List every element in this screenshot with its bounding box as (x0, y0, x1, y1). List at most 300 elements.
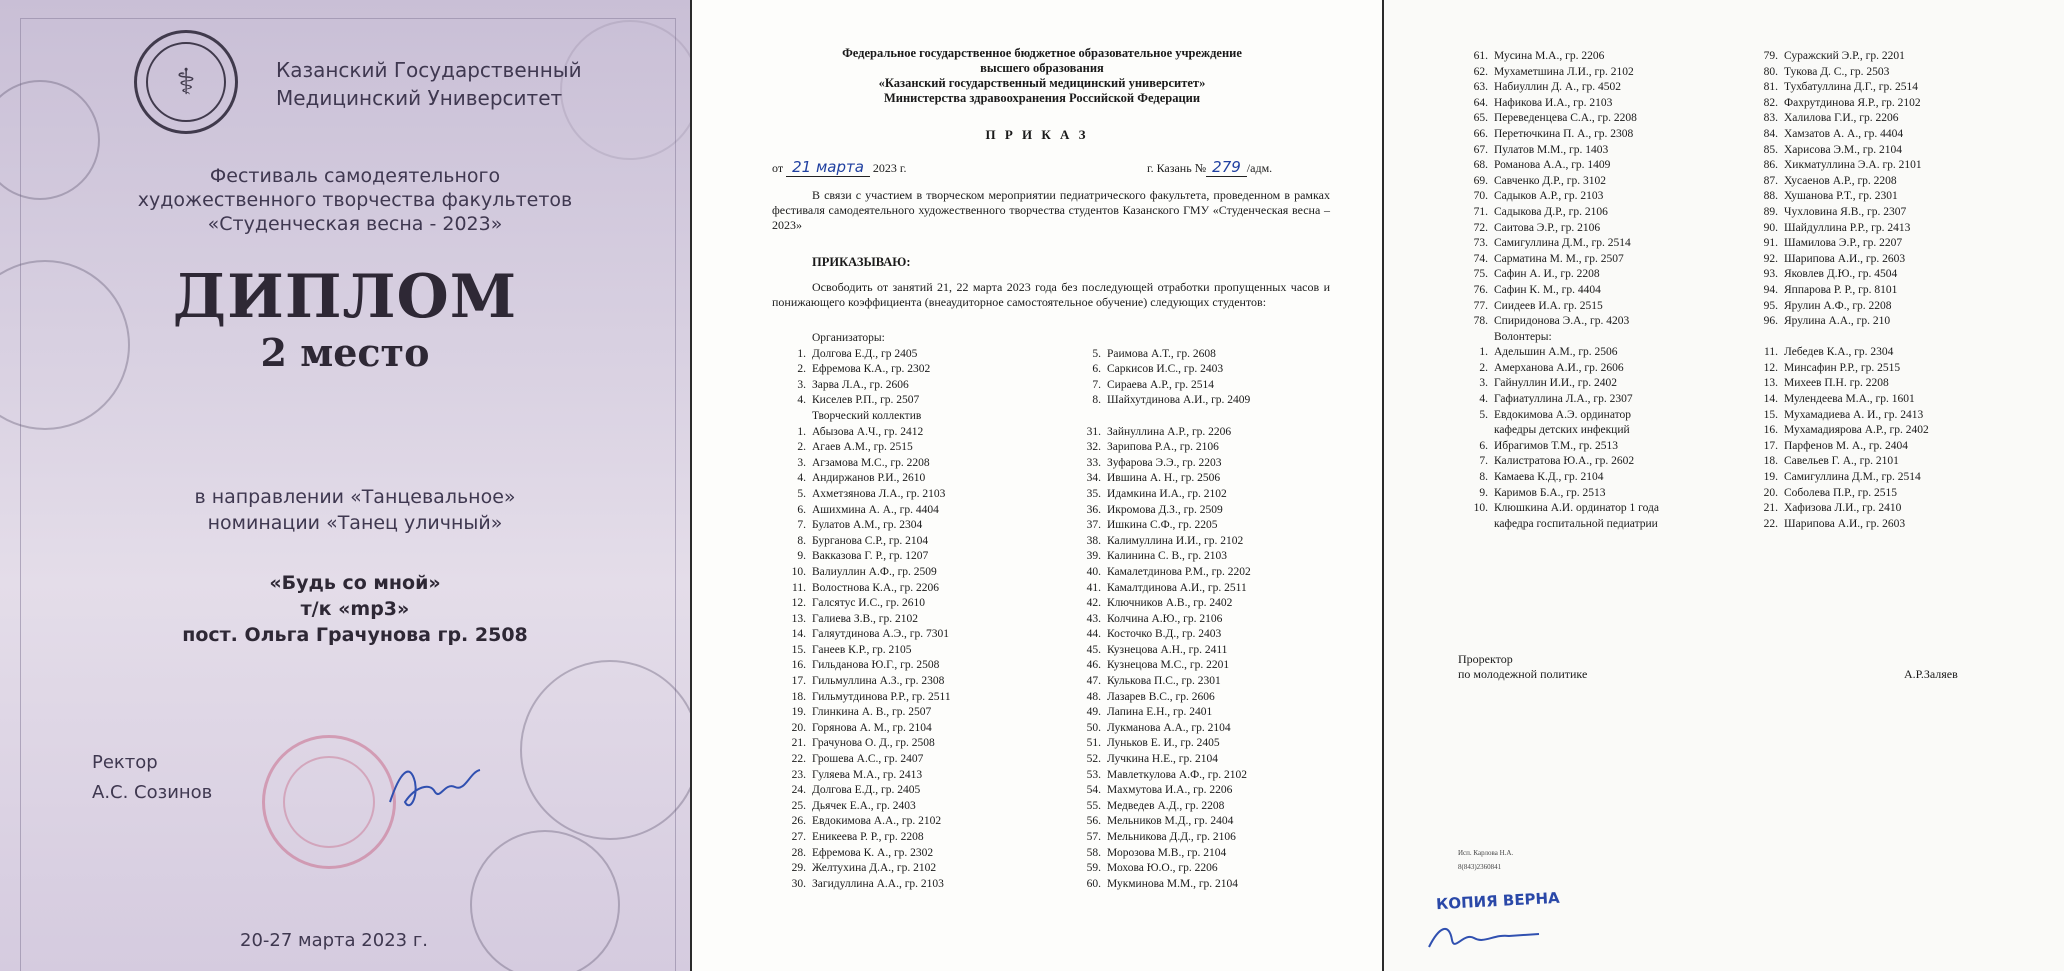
list-item (1085, 768, 1251, 784)
list-item (1762, 80, 1929, 96)
list-item-number: 2. (797, 441, 806, 454)
list-item-number: 61. (1473, 50, 1488, 62)
list-item (1472, 439, 1762, 455)
page2-column-right (1762, 49, 1929, 532)
list-item-text: Калинина С. В., гр. 2103 (1107, 550, 1227, 563)
list-item-text: Бурганова С.Р., гр. 2104 (812, 534, 929, 547)
list-item-number (1085, 331, 1107, 347)
list-item-number: 1. (797, 425, 806, 438)
list-item (1085, 596, 1251, 612)
list-item-number: 6. (797, 503, 806, 516)
floral-ornament (520, 660, 690, 840)
list-item-number: 15. (1763, 408, 1778, 421)
list-item (1762, 96, 1929, 112)
list-item (1085, 503, 1251, 519)
list-item-text: Шайхутдинова А.И., гр. 2409 (1107, 394, 1251, 407)
list-item (1472, 299, 1762, 315)
list-heading-text: Творческий коллектив (812, 409, 922, 422)
list-item (1472, 486, 1762, 502)
list-item (790, 783, 1085, 799)
list-item (1762, 252, 1929, 268)
handwritten-number: 279 (1206, 158, 1247, 177)
list-item (1762, 376, 1929, 392)
list-item-number: 24. (791, 784, 806, 797)
list-item-number: 58. (1086, 846, 1101, 859)
list-item-number: 66. (1473, 127, 1488, 140)
list-item-text: Киселев Р.П., гр. 2507 (812, 394, 920, 407)
list-item (1472, 408, 1762, 424)
list-item-text: Евдокимова А.А., гр. 2102 (812, 815, 942, 828)
list-item (1762, 143, 1929, 159)
list-item-number: 35. (1086, 487, 1101, 500)
list-item-number: 2. (797, 363, 806, 376)
list-item-number: 11. (1764, 346, 1778, 359)
list-item-number: 3. (1479, 377, 1488, 390)
list-item-text: Ефремова К. А., гр. 2302 (812, 846, 934, 859)
list-item (790, 565, 1085, 581)
festival-title: Фестиваль самодеятельного художественного творчества факультетов «Студенческая весна - 2023» (137, 165, 573, 235)
list-item-number: 16. (791, 659, 806, 672)
list-item-number: 67. (1473, 143, 1488, 156)
order-title: П Р И К А З (985, 127, 1089, 142)
list-item-text: Агаев А.М., гр. 2515 (812, 441, 913, 454)
list-item-number: 78. (1473, 315, 1488, 328)
list-item-number: 63. (1473, 81, 1488, 94)
list-item-number: 85. (1763, 143, 1778, 156)
list-item-text: Евдокимова А.Э. ординатор (1494, 408, 1632, 421)
list-heading (790, 331, 1085, 347)
list-item-text: Камалтдинова А.И., гр. 2511 (1107, 581, 1247, 594)
list-item-number (1762, 330, 1784, 346)
order-release-text: Освободить от занятий 21, 22 марта 2023 года без последующей отработки пропущенных часов и понижающего коэффициента (внеаудиторное самостоятельное обучение) следующих студентов: (772, 280, 1330, 309)
list-item-text: Мухаметшина Л.И., гр. 2102 (1494, 65, 1634, 78)
list-heading (1085, 331, 1251, 347)
list-item (1762, 65, 1929, 81)
list-item (1085, 612, 1251, 628)
list-item-text: Гильмуллина А.З., гр. 2308 (812, 675, 945, 688)
signature-icon (1424, 912, 1544, 958)
list-item-number: 31. (1086, 425, 1101, 438)
list-item-text: Переведенцева С.А., гр. 2208 (1494, 112, 1637, 125)
list-item-number: 76. (1473, 283, 1488, 296)
list-item (790, 378, 1085, 394)
list-item (1472, 236, 1762, 252)
list-item-number: 23. (791, 768, 806, 781)
list-item-number: 11. (792, 581, 806, 594)
diploma-panel (0, 0, 690, 971)
list-item-number: 42. (1086, 597, 1101, 610)
list-item (1472, 96, 1762, 112)
list-item-number: 4. (797, 394, 806, 407)
list-item-number: 7. (797, 519, 806, 532)
list-item-text: Каримов Б.А., гр. 2513 (1494, 486, 1606, 499)
list-item-text: Мухамадиярова А.Р., гр. 2402 (1784, 424, 1929, 437)
list-item-text: Мулендеева М.А., гр. 1601 (1784, 393, 1915, 406)
list-item-text: Суражский Э.Р., гр. 2201 (1784, 50, 1905, 62)
list-item-number: 43. (1086, 612, 1101, 625)
list-item-text: Хамзатов А. А., гр. 4404 (1784, 127, 1904, 140)
list-item-text: Мельникова Д.Д., гр. 2106 (1107, 831, 1236, 843)
list-item (1085, 721, 1251, 737)
list-item-number: 87. (1763, 174, 1778, 187)
list-item-number: 65. (1473, 112, 1488, 125)
list-item-text: Сафин А. И., гр. 2208 (1494, 268, 1600, 281)
list-heading (1472, 330, 1762, 346)
list-item-number: 20. (791, 721, 806, 734)
list-item-text: Михеев П.Н. гр. 2208 (1784, 377, 1889, 390)
list-item-text: Яковлев Д.Ю., гр. 4504 (1784, 268, 1898, 281)
list-item (1085, 456, 1251, 472)
list-item-number: 8. (1479, 471, 1488, 484)
list-item (1085, 846, 1251, 862)
list-item-number: 82. (1763, 96, 1778, 109)
list-item-number: 7. (1479, 455, 1488, 468)
list-item-text: Набиуллин Д. А., гр. 4502 (1494, 81, 1622, 94)
list-item (1762, 111, 1929, 127)
list-item-text: Шарипова А.И., гр. 2603 (1784, 252, 1906, 265)
list-item-number (1472, 330, 1494, 346)
list-heading-text: Организаторы: (812, 332, 885, 344)
list-item-number: 20. (1763, 486, 1778, 499)
list-item-text: кафедры детских инфекций (1494, 424, 1630, 437)
list-item-number: 94. (1763, 283, 1778, 296)
list-item (1085, 658, 1251, 674)
list-item-number: 27. (791, 831, 806, 843)
list-item (1472, 470, 1762, 486)
list-item-text: Абызова А.Ч., гр. 2412 (812, 425, 924, 438)
list-item (790, 456, 1085, 472)
list-item-number: 36. (1086, 503, 1101, 516)
order-number: г. Казань № 279 /адм. (1147, 158, 1273, 176)
list-item (1472, 314, 1762, 330)
list-item-text: Мусина М.А., гр. 2206 (1494, 50, 1605, 62)
list-item-text: Мавлеткулова А.Ф., гр. 2102 (1107, 768, 1247, 781)
list-item-text: Кузнецова М.С., гр. 2201 (1107, 659, 1230, 672)
list-item (1762, 345, 1929, 361)
page1-column-right (1085, 331, 1251, 892)
list-item (790, 674, 1085, 690)
list-item (1472, 267, 1762, 283)
list-item-number: 18. (1763, 455, 1778, 468)
list-item-text: Галсятус И.С., гр. 2610 (812, 597, 925, 610)
list-item-number: 81. (1763, 81, 1778, 94)
list-item-number: 26. (791, 815, 806, 828)
list-item-number: 19. (1763, 471, 1778, 484)
list-item-number: 68. (1473, 159, 1488, 172)
list-item (790, 768, 1085, 784)
list-item-text: Волостнова К.А., гр. 2206 (812, 581, 940, 594)
list-item-text: Мельников М.Д., гр. 2404 (1107, 815, 1234, 828)
list-item (1085, 347, 1251, 363)
list-item (790, 581, 1085, 597)
list-item-number: 71. (1473, 205, 1488, 218)
diploma-place: 2 место (260, 330, 430, 375)
list-item (1762, 486, 1929, 502)
list-item-number: 92. (1763, 252, 1778, 265)
list-item (790, 658, 1085, 674)
order-header: Федеральное государственное бюджетное образовательное учреждение высшего образования «Казанский государственный медицинский университет» Министерства здравоохранения Российской Федерации (842, 46, 1242, 105)
list-item-text: Гайнуллин И.И., гр. 2402 (1494, 377, 1618, 390)
list-item-text: Гильданова Ю.Г., гр. 2508 (812, 659, 940, 672)
list-heading (1762, 330, 1929, 346)
list-item-text: Шамилова Э.Р., гр. 2207 (1784, 237, 1903, 250)
diploma-work: «Будь со мной» т/к «mp3» пост. Ольга Грачунова гр. 2508 (182, 572, 528, 646)
list-item-text: Ашихмина А. А., гр. 4404 (812, 503, 939, 516)
order-intro: В связи с участием в творческом мероприятии педиатрического факультета, проведенном в рамках фестиваля самодеятельного художественного творчества студентов Казанского ГМУ «Студенческая весна – 2023» (772, 188, 1330, 232)
list-item-text: Спиридонова Э.А., гр. 4203 (1494, 315, 1630, 328)
list-item-text: Булатов А.М., гр. 2304 (812, 519, 923, 532)
list-item-number: 22. (1763, 517, 1778, 530)
prorektor-title: Проректор по молодежной политике (1458, 652, 1588, 681)
list-item-text: Парфенов М. А., гр. 2404 (1784, 439, 1909, 452)
list-item (790, 627, 1085, 643)
list-item-number: 1. (797, 347, 806, 360)
list-item (790, 471, 1085, 487)
list-item-number: 44. (1086, 628, 1101, 641)
list-item (790, 877, 1085, 893)
list-item-number (790, 409, 812, 425)
list-item-number: 3. (797, 456, 806, 469)
list-item-number: 72. (1473, 221, 1488, 234)
list-item-text: Ахметзянова Л.А., гр. 2103 (812, 487, 946, 500)
list-item-text: Хусаенов А.Р., гр. 2208 (1784, 174, 1897, 187)
list-item-text: Долгова Е.Д., гр 2405 (812, 347, 918, 360)
list-item-text: Мукминова М.М., гр. 2104 (1107, 877, 1239, 890)
list-item-text: Горянова А. М., гр. 2104 (812, 721, 932, 734)
list-item (790, 362, 1085, 378)
list-item (1472, 143, 1762, 159)
list-item-text: Хушанова Р.Т., гр. 2301 (1784, 190, 1898, 203)
list-item-text: Адельшин А.М., гр. 2506 (1494, 346, 1618, 359)
list-item-number: 22. (791, 753, 806, 766)
list-item (1472, 65, 1762, 81)
list-item (1762, 174, 1929, 190)
list-item-text: Тухбатуллина Д.Г., гр. 2514 (1784, 81, 1918, 94)
list-item-number: 10. (1473, 502, 1488, 515)
list-item (1472, 423, 1762, 439)
list-item-text: Раимова А.Т., гр. 2608 (1107, 347, 1216, 360)
list-item-text: Ярулин А.Ф., гр. 2208 (1784, 299, 1892, 312)
page2-student-list (1472, 49, 1929, 532)
list-item-number: 32. (1086, 441, 1101, 454)
list-item-number: 15. (791, 643, 806, 656)
university-emblem-icon: ⚕ (134, 30, 238, 134)
list-item-text: Грошева А.С., гр. 2407 (812, 753, 924, 766)
list-item (1085, 534, 1251, 550)
list-item-text: Галиева З.В., гр. 2102 (812, 612, 918, 625)
list-item-number: 40. (1086, 565, 1101, 578)
list-item-number: 3. (797, 378, 806, 391)
list-item-number: 19. (791, 706, 806, 719)
list-item (1472, 127, 1762, 143)
list-item-text: Косточко В.Д., гр. 2403 (1107, 628, 1222, 641)
list-item (1762, 454, 1929, 470)
list-item-number: 4. (797, 472, 806, 485)
diploma-date: 20-27 марта 2023 г. (240, 930, 429, 951)
order-date: от 21 марта 2023 г. (772, 158, 907, 176)
list-item-text: Медведев А.Д., гр. 2208 (1107, 799, 1225, 812)
list-item-number: 39. (1086, 550, 1101, 563)
list-item (1085, 581, 1251, 597)
list-item-text: Андиржанов Р.И., 2610 (812, 472, 926, 485)
diploma-title: ДИПЛОМ (172, 262, 518, 332)
list-item (1762, 267, 1929, 283)
list-item-number: 1. (1479, 346, 1488, 359)
list-item-text: Мухамадиева А. И., гр. 2413 (1784, 408, 1924, 421)
list-heading (790, 409, 1085, 425)
list-item (1085, 487, 1251, 503)
list-item-text: Зайнуллина А.Р., гр. 2206 (1107, 425, 1232, 438)
list-item-number: 53. (1086, 768, 1101, 781)
list-item-number: 25. (791, 799, 806, 812)
list-item-text: Лучкина Н.Е., гр. 2104 (1107, 753, 1218, 766)
handwritten-date: 21 марта (786, 158, 870, 177)
list-item-text: Гафиатуллина Л.А., гр. 2307 (1494, 393, 1633, 406)
list-item-number: 49. (1086, 706, 1101, 719)
list-item-number: 12. (791, 597, 806, 610)
list-item-text: Колчина А.Ю., гр. 2106 (1107, 612, 1223, 625)
list-item (790, 596, 1085, 612)
list-item-number: 4. (1479, 393, 1488, 406)
list-item-text: Махмутова И.А., гр. 2206 (1107, 784, 1233, 797)
list-item-number: 8. (1092, 394, 1101, 407)
list-item-number: 41. (1086, 581, 1101, 594)
list-item (1762, 158, 1929, 174)
list-item-number: 12. (1763, 361, 1778, 374)
list-item-number (1472, 423, 1494, 439)
list-item-text: Ившина А. Н., гр. 2506 (1107, 472, 1221, 485)
list-item (790, 425, 1085, 441)
list-item-text: Самигуллина Д.М., гр. 2514 (1784, 471, 1921, 484)
list-item (1762, 49, 1929, 65)
list-item-number: 16. (1763, 424, 1778, 437)
list-item (1762, 283, 1929, 299)
list-item-text: Калистратова Ю.А., гр. 2602 (1494, 455, 1635, 468)
copy-stamp: КОПИЯ ВЕРНА (1435, 888, 1561, 914)
list-item-number: 60. (1086, 877, 1101, 890)
list-item (790, 518, 1085, 534)
list-item-text: Ишкина С.Ф., гр. 2205 (1107, 519, 1218, 532)
list-item (1085, 643, 1251, 659)
list-item-number: 17. (791, 675, 806, 688)
list-item (1762, 299, 1929, 315)
list-item (790, 487, 1085, 503)
list-item (790, 690, 1085, 706)
list-item-number: 5. (1092, 347, 1101, 360)
list-item-number: 51. (1086, 737, 1101, 750)
list-item-text: Клюшкина А.И. ординатор 1 года (1494, 502, 1659, 515)
list-item (1762, 221, 1929, 237)
list-item-number: 50. (1086, 721, 1101, 734)
list-item-number: 13. (791, 612, 806, 625)
list-item-number: 56. (1086, 815, 1101, 828)
list-item-text: Шайдуллина Р.Р., гр. 2413 (1784, 221, 1911, 234)
list-item-text: Лебедев К.А., гр. 2304 (1784, 346, 1894, 359)
list-item-text: Ключников А.В., гр. 2402 (1107, 597, 1233, 610)
list-item (790, 736, 1085, 752)
list-item-text: Хикматуллина Э.А. гр. 2101 (1784, 159, 1922, 172)
list-item-text: кафедра госпитальной педиатрии (1494, 517, 1658, 530)
list-item-text: Кузнецова А.Н., гр. 2411 (1107, 643, 1228, 656)
list-item-text: Глинкина А. В., гр. 2507 (812, 706, 932, 719)
list-item-number: 45. (1086, 643, 1101, 656)
list-item-number: 30. (791, 877, 806, 890)
list-item (1472, 158, 1762, 174)
order-page-2 (1384, 0, 2064, 971)
list-item (790, 347, 1085, 363)
list-item-text: Соболева П.Р., гр. 2515 (1784, 486, 1897, 499)
list-item-number: 5. (1479, 408, 1488, 421)
list-item-text: Амерханова А.И., гр. 2606 (1494, 361, 1624, 374)
list-item (1085, 471, 1251, 487)
list-item (1762, 439, 1929, 455)
list-item-text: Чухловина Я.В., гр. 2307 (1784, 205, 1907, 218)
list-item-number: 6. (1479, 439, 1488, 452)
list-item-text: Яппарова Р. Р., гр. 8101 (1784, 283, 1898, 296)
list-item (1472, 361, 1762, 377)
list-item-number: 95. (1763, 299, 1778, 312)
list-item-text: Саитова Э.Р., гр. 2106 (1494, 221, 1601, 234)
list-item-number: 17. (1763, 439, 1778, 452)
list-item-number: 34. (1086, 472, 1101, 485)
university-name: Казанский Государственный Медицинский Университет (276, 58, 582, 110)
list-item-number: 89. (1763, 205, 1778, 218)
executor-info: Исп. Карлова Н.А. 8(843)2360841 (1458, 849, 1514, 871)
list-item (1472, 517, 1762, 533)
list-item-number: 33. (1086, 456, 1101, 469)
list-item-number: 38. (1086, 534, 1101, 547)
list-item (790, 861, 1085, 877)
list-item-text: Самигуллина Д.М., гр. 2514 (1494, 237, 1631, 250)
list-item-text: Ибрагимов Т.М., гр. 2513 (1494, 439, 1619, 452)
list-item-number: 28. (791, 846, 806, 859)
list-item-text: Зарипова Р.А., гр. 2106 (1107, 441, 1219, 454)
list-item-text: Желтухина Д.А., гр. 2102 (812, 862, 937, 875)
page1-column-left (790, 331, 1085, 892)
list-item-number: 6. (1092, 363, 1101, 376)
list-item (1085, 799, 1251, 815)
list-item (790, 534, 1085, 550)
list-item (1085, 690, 1251, 706)
list-item-number: 10. (791, 565, 806, 578)
list-item (1472, 80, 1762, 96)
list-item (790, 814, 1085, 830)
list-item-number: 88. (1763, 190, 1778, 203)
list-item (1472, 189, 1762, 205)
list-item-text: Агзамова М.С., гр. 2208 (812, 456, 930, 469)
list-item-text: Камалетдинова Р.М., гр. 2202 (1107, 565, 1251, 578)
list-item (1085, 877, 1251, 893)
list-item-text: Валиуллин А.Ф., гр. 2509 (812, 565, 937, 578)
list-item (1472, 174, 1762, 190)
page1-student-list (790, 331, 1251, 892)
list-item (1472, 454, 1762, 470)
list-item-number: 96. (1763, 315, 1778, 328)
list-item-number: 46. (1086, 659, 1101, 672)
list-item (790, 440, 1085, 456)
list-item-text: Луньков Е. И., гр. 2405 (1107, 737, 1220, 750)
list-item (1762, 517, 1929, 533)
page2-column-left (1472, 49, 1762, 532)
list-item (1762, 236, 1929, 252)
list-item (1472, 345, 1762, 361)
list-item-number: 64. (1473, 96, 1488, 109)
list-item (1085, 378, 1251, 394)
list-item (790, 721, 1085, 737)
list-item (1085, 425, 1251, 441)
list-item-text: Садыков А.Р., гр. 2103 (1494, 190, 1604, 203)
list-item (790, 705, 1085, 721)
